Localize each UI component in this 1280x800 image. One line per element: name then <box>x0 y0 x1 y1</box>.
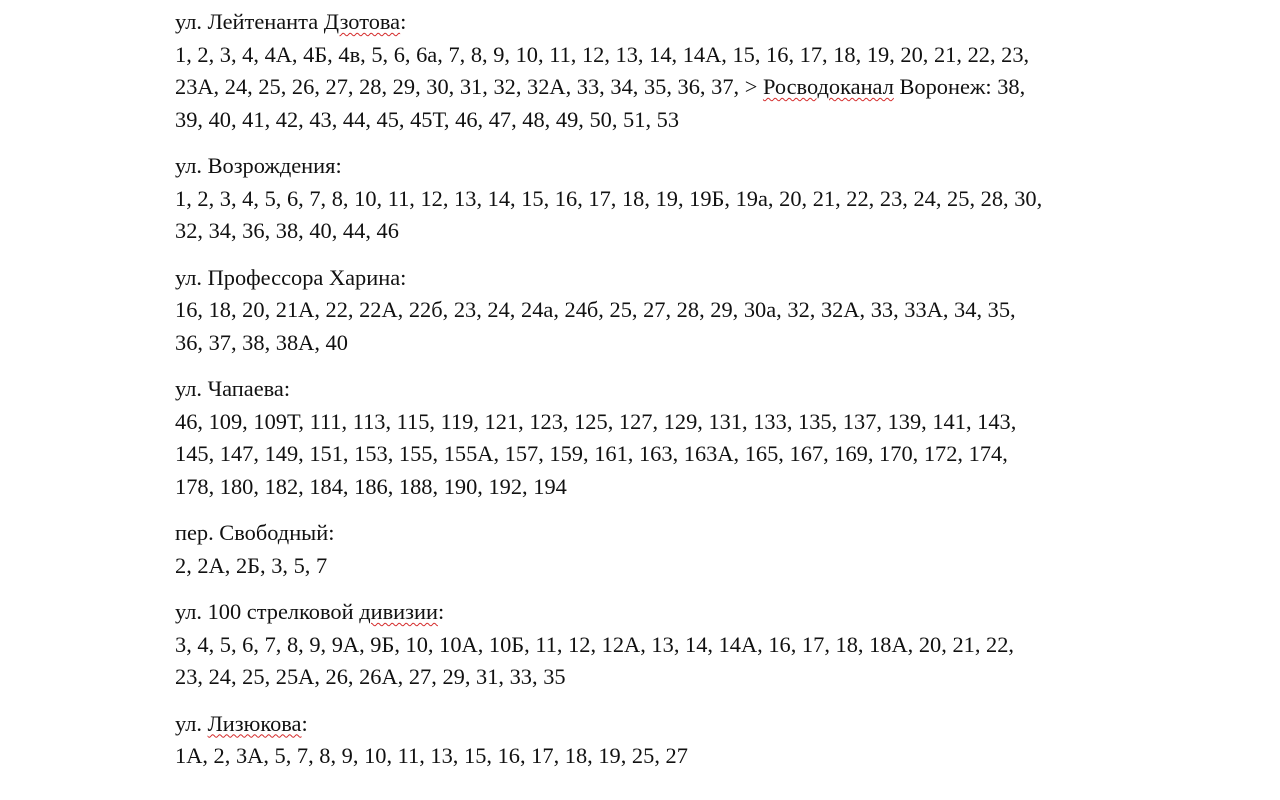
house-numbers <box>175 183 1195 248</box>
street-heading <box>175 596 1195 629</box>
house-numbers-line: 2, 2А, 2Б, 3, 5, 7 <box>175 552 328 578</box>
house-numbers-line: 39, 40, 41, 42, 43, 44, 45, 45Т, 46, 47, 48, 49, 50, 51, 53 <box>175 106 680 132</box>
house-numbers-line: 16, 18, 20, 21А, 22, 22А, 22б, 23, 24, 24а, 24б, 25, 27, 28, 29, 30а, 32, 32А, 33, 33А, 34, 35, <box>175 297 1016 322</box>
house-numbers-text: 23А, 24, 25, 26, 27, 28, 29, 30, 31, 32, 32А, 33, 34, 35, 36, 37, > <box>175 74 763 99</box>
house-numbers-text: Воронеж: 38, <box>893 74 1026 99</box>
house-numbers <box>175 550 1195 583</box>
street-section-dzotova <box>175 6 1195 136</box>
street-heading: ул. Чапаева: <box>175 376 291 401</box>
heading-text: ул. <box>175 710 208 736</box>
document-page <box>175 6 1195 773</box>
street-heading: ул. Возрождения: <box>175 153 342 178</box>
heading-colon: : <box>437 599 445 624</box>
house-numbers-line: 3, 4, 5, 6, 7, 8, 9, 9А, 9Б, 10, 10А, 10Б, 11, 12, 12А, 13, 14, 14А, 16, 17, 18, 18А, 20, 21, 22, <box>175 631 1015 657</box>
street-heading: ул. Профессора Харина: <box>175 264 407 290</box>
house-numbers-line: 46, 109, 109Т, 111, 113, 115, 119, 121, 123, 125, 127, 129, 131, 133, 135, 137, 139, 141, 143, <box>175 408 1017 434</box>
street-heading: пер. Свободный: <box>175 520 335 545</box>
street-section-vozrozhdeniya <box>175 150 1195 248</box>
house-numbers-line: 32, 34, 36, 38, 40, 44, 46 <box>175 218 399 243</box>
house-numbers <box>175 39 1195 137</box>
heading-text: ул. Лейтенанта <box>175 9 324 34</box>
house-numbers <box>175 740 1195 773</box>
street-heading <box>175 708 1195 741</box>
spellcheck-underlined-word: Лизюкова <box>207 710 302 736</box>
street-heading <box>175 6 1195 39</box>
house-numbers-line: 1, 2, 3, 4, 5, 6, 7, 8, 10, 11, 12, 13, 14, 15, 16, 17, 18, 19, 19Б, 19а, 20, 21, 22, 23, 24, 25, 28, 30, <box>175 185 1043 211</box>
house-numbers-line <box>175 71 1195 104</box>
street-section-lizyukova <box>175 708 1195 773</box>
house-numbers-line: 36, 37, 38, 38А, 40 <box>175 329 348 355</box>
heading-colon: : <box>301 710 308 736</box>
street-section-100-division <box>175 596 1195 694</box>
spellcheck-underlined-word: дивизии <box>359 599 438 624</box>
spellcheck-underlined-word: Росводоканал <box>762 74 894 99</box>
house-numbers-line: 1А, 2, 3А, 5, 7, 8, 9, 10, 11, 13, 15, 16, 17, 18, 19, 25, 27 <box>175 743 688 768</box>
street-section-svobodny <box>175 517 1195 582</box>
street-section-chapaeva <box>175 373 1195 503</box>
house-numbers <box>175 629 1195 694</box>
street-section-kharina <box>175 262 1195 360</box>
house-numbers-line: 145, 147, 149, 151, 153, 155, 155А, 157, 159, 161, 163, 163А, 165, 167, 169, 170, 172, 174, <box>175 441 1008 466</box>
heading-colon: : <box>400 9 407 34</box>
heading-text: ул. 100 стрелковой <box>175 599 360 624</box>
house-numbers <box>175 406 1195 504</box>
house-numbers-line: 178, 180, 182, 184, 186, 188, 190, 192, 194 <box>175 473 567 499</box>
house-numbers-line: 23, 24, 25, 25А, 26, 26А, 27, 29, 31, 33, 35 <box>175 664 566 689</box>
house-numbers <box>175 294 1195 359</box>
house-numbers-line: 1, 2, 3, 4, 4А, 4Б, 4в, 5, 6, 6а, 7, 8, 9, 10, 11, 12, 13, 14, 14А, 15, 16, 17, 18, 19, 20, 21, 22, 23, <box>175 41 1030 67</box>
spellcheck-underlined-word: Дзотова <box>323 9 401 34</box>
